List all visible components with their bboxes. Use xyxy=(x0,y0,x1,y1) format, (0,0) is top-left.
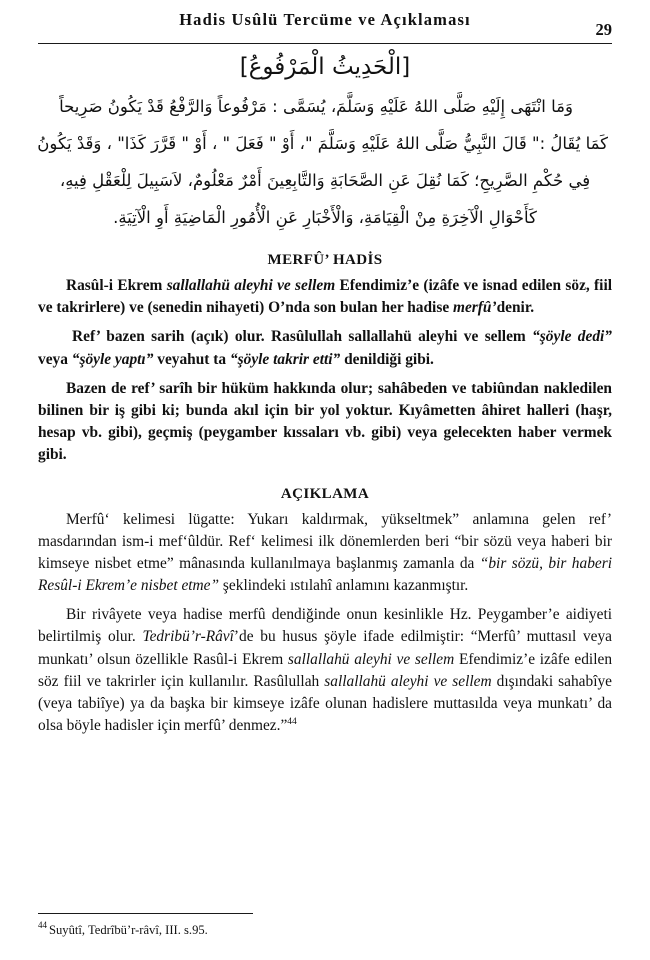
arabic-line: كَمَا يُقَالُ :" قَالَ النَّبِيُّ صَلَّى اللهُ عَلَيْهِ وَسَلَّمَ "، أَوْ " فَعَلَ " ، أَوْ " قَرَّرَ كَذَا" ، وَقَدْ يَكُونُ xyxy=(37,133,608,153)
arabic-line: وَمَا انْتَهَى إِلَيْهِ صَلَّى اللهُ عَلَيْهِ وَسَلَّمَ، يُسَمَّى : مَرْفُوعاً وَالرَّفْعُ قَدْ يَكُونُ صَرِيحاً xyxy=(59,96,573,116)
text-run-italic: “şöyle yaptı” xyxy=(71,350,154,368)
paragraph-ref-sarih xyxy=(38,326,612,370)
text-run-italic: Tedribü’r-Râvî xyxy=(142,628,234,646)
page-number: 29 xyxy=(595,20,612,39)
paragraph-merfu-etymology xyxy=(38,509,612,598)
arabic-chapter-title: [الْحَدِيثُ الْمَرْفُوعُ] xyxy=(239,54,411,80)
text-run: veya xyxy=(38,350,72,368)
text-run: şeklindeki ıstılahî anlamını kazanmıştır. xyxy=(219,577,469,595)
text-run: ’de bu husus şöyle ifade edilmiştir: “Merfû’ muttasıl veya munkatı’ olsun özellikle Rasûl-i Ekrem xyxy=(38,628,612,668)
footnote-marker: 44 xyxy=(38,920,47,931)
text-run: Merfû‘ kelimesi lügatte: Yukarı kaldırmak, yükseltmek” anlamına gelen ref’ masdarından ism-i mef‘ûldür. Ref‘ kelimesi ilk dönemlerden beri “bir sözü veya haberi bir kimseye nisbet etme” mânasında kullanılmaya başlanmış zamanla da xyxy=(38,510,612,572)
text-run: denildiği gibi. xyxy=(340,350,434,368)
text-run-italic: sallallahü aleyhi ve sellem xyxy=(166,277,336,295)
paragraph-tedrib-quote xyxy=(38,604,612,737)
running-header-title: Hadis Usûlü Tercüme ve Açıklaması xyxy=(179,10,471,29)
text-run: Rasûl-i Ekrem xyxy=(66,277,167,295)
arabic-line: فِي حُكْمِ الصَّرِيحِ؛ كَمَا نُقِلَ عَنِ الصَّحَابَةِ وَالتَّابِعِينَ أَمْرٌ مَعْلُومٌ، لاَسَبِيلَ لِلْعَقْلِ فِيهِ، xyxy=(59,170,591,190)
footnote-reference[interactable]: 44 xyxy=(287,716,297,727)
text-run-italic: merfû’ xyxy=(453,299,497,317)
footnote-text: Suyûtî, Tedrîbü’r-râvî, III. s.95. xyxy=(49,922,208,937)
footnote-entry xyxy=(38,922,612,938)
text-run: Bir rivâyete veya hadise merfû dendiğinde onun kesinlikle Hz. Peygamber’e aidiyeti belirtilmiş olur. xyxy=(38,606,612,646)
arabic-source-block xyxy=(38,50,612,236)
text-run-italic: “şöyle dedi” xyxy=(532,328,612,346)
text-run: Ref’ bazen sarih (açık) olur. Rasûlullah sallallahü aleyhi ve sellem xyxy=(72,328,533,346)
section-heading-merfu: MERFÛ’ HADİS xyxy=(267,252,383,269)
footnote-zone xyxy=(38,913,612,938)
text-run-italic: “şöyle takrir etti” xyxy=(229,350,341,368)
text-run-italic: “bir sözü, bir haberi Resûl-i Ekrem’e nisbet etme” xyxy=(38,554,612,595)
section-heading-aciklama: AÇIKLAMA xyxy=(280,485,370,502)
arabic-line: كَأَحْوَالِ الْآخِرَةِ مِنْ الْقِيَامَةِ، وَالْأَخْبَارِ عَنِ الْأُمُورِ الْمَاضِيَةِ أَوِ الْآتِيَةِ. xyxy=(113,208,537,228)
text-run: Efendimiz’e izâfe edilen söz fiil ve takrirler için kullanılır. Rasûlullah xyxy=(38,650,613,690)
text-run-italic: sallallahü aleyhi ve sellem xyxy=(287,650,455,668)
paragraph-bazen-de-ref: Bazen de ref’ sarîh bir hüküm hakkında olur; sahâbeden ve tabiûndan nakledilen bilinen bir iş gibi ki; bunda akıl için bir yol yoktur. Kıyâmetten âhiret halleri (haşr, hesap vb. gibi), geçmiş (peygamber kıssaları vb. gibi) veya gelecekten haber vermek gibi. xyxy=(38,379,612,464)
paragraph-merfu-definition xyxy=(38,275,612,319)
footnote-separator-rule xyxy=(38,913,253,914)
text-run: dışındaki sahabîye (veya tabiîye) ya da başka bir kimseye izâfe olunan hadislere muttasılda veya munkatı’ da olsa böyle hadisler için merfû’ denmez.” xyxy=(38,672,612,735)
text-run: denir. xyxy=(496,299,535,317)
running-header xyxy=(38,0,612,40)
text-run: Efendimiz’e (izâfe ve isnad edilen söz, fiil ve takrirlere) ve (senedin nihayeti) O’nda son bulan her hadise xyxy=(38,277,613,317)
text-run-italic: sallallahü aleyhi ve sellem xyxy=(324,672,492,690)
header-rule xyxy=(38,43,612,44)
arabic-body xyxy=(38,88,612,237)
text-run: veyahut ta xyxy=(153,350,230,368)
